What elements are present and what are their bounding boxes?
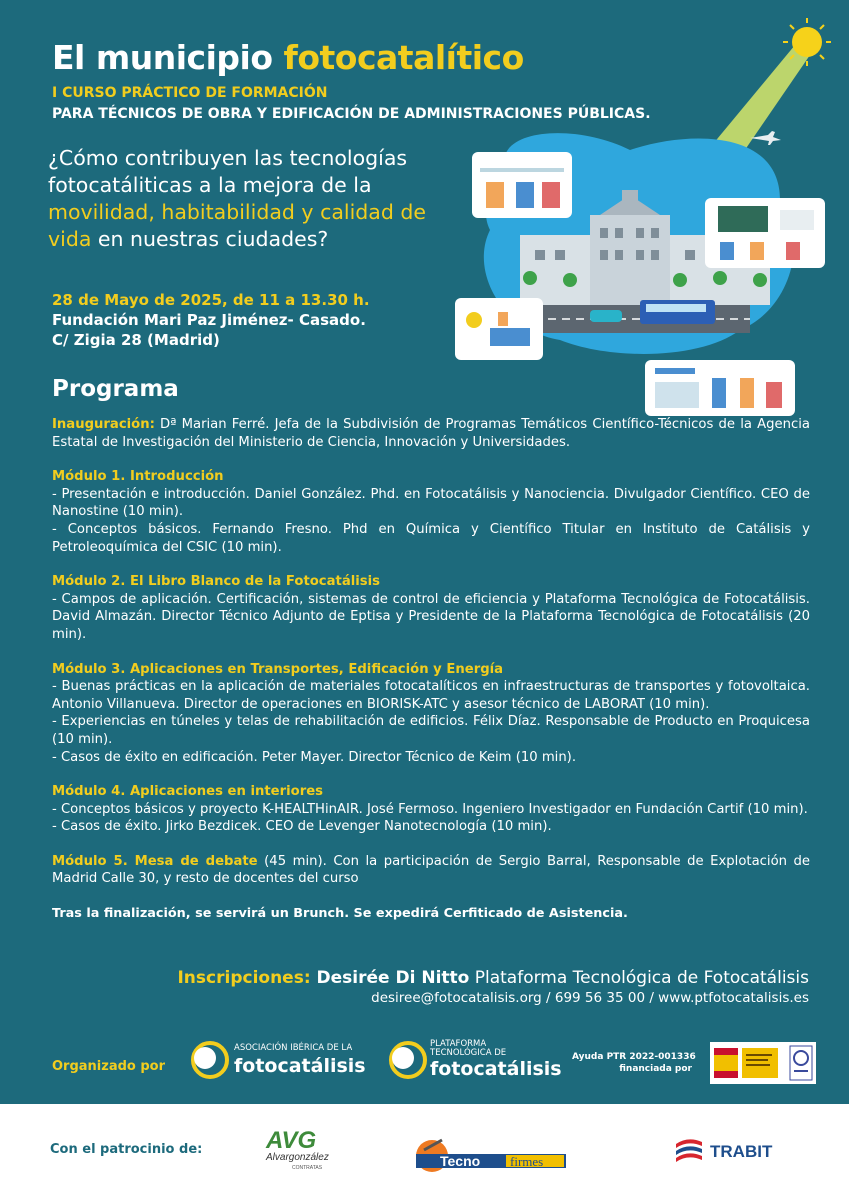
event-address: C/ Zigia 28 (Madrid) bbox=[52, 331, 220, 349]
registration bbox=[177, 968, 809, 988]
module-1-item: - Presentación e introducción. Daniel González. Phd. en Fotocatálisis y Nanociencia. Divulgador Científico. CEO de Nanostine (10 min). bbox=[52, 486, 810, 520]
sponsor-bar bbox=[0, 1104, 849, 1200]
spain-ministry-icon bbox=[710, 1042, 816, 1084]
registration-label: Inscripciones: bbox=[177, 968, 311, 988]
ptf-logo bbox=[388, 1039, 562, 1084]
module-3-item: - Experiencias en túneles y telas de rehabilitación de edificios. Félix Díaz. Responsable de Producto en Proquicesa (10 min). bbox=[52, 714, 810, 747]
module-4-item: - Casos de éxito. Jirko Bezdicek. CEO de Levenger Nanotecnología (10 min). bbox=[52, 819, 552, 835]
aif-logo-text: fotocatálisis bbox=[234, 1055, 366, 1077]
classroom-card bbox=[705, 198, 825, 268]
ptf-logo-small2: TECNOLÓGICA DE bbox=[430, 1048, 507, 1058]
sun-icon bbox=[792, 27, 822, 57]
trabit-logo bbox=[672, 1134, 812, 1166]
hospital-card bbox=[645, 360, 795, 416]
inauguration: Inauguración: Dª Marian Ferré. Jefa de la Subdivisión de Programas Temáticos Científico-Técnicos de la Agencia Estatal de Investigación del Ministerio de Ciencia, Innovación y Universidades. bbox=[52, 417, 810, 450]
office-card bbox=[472, 152, 572, 218]
aif-logo-small: ASOCIACIÓN IBÉRICA DE LA bbox=[234, 1043, 353, 1053]
program-title: Programa bbox=[52, 376, 179, 402]
title-part2: fotocatalítico bbox=[283, 38, 524, 77]
module-3-item: - Buenas prácticas en la aplicación de materiales fotocatalíticos en infraestructuras de transportes y fotovoltaica. Antonio Villanueva. Director de operaciones en BIORISK-ATC y asesor técnico de LABORAT (10 min). bbox=[52, 679, 810, 712]
closing-note: Tras la finalización, se servirá un Brunch. Se expedirá Cerfiticado de Asistencia. bbox=[52, 906, 628, 922]
course-subtitle: I CURSO PRÁCTICO DE FORMACIÓN bbox=[52, 85, 328, 101]
tecno-text: Tecno bbox=[440, 1153, 481, 1169]
title-part1: El municipio bbox=[52, 38, 284, 77]
module-1 bbox=[52, 468, 810, 556]
module-3 bbox=[52, 661, 810, 767]
sponsors-label: Con el patrocinio de: bbox=[50, 1142, 203, 1157]
government-logo bbox=[710, 1042, 816, 1084]
module-2-item: - Campos de aplicación. Certificación, sistemas de control de eficiencia y Plataforma Tecnológica de Fotocatálisis. David Almazán. Director Técnico Adjunto de Eptisa y Presidente de la Plataforma Tecnológica de Fotocatálisis (20 min). bbox=[52, 591, 810, 642]
module-1-title: Módulo 1. Introducción bbox=[52, 469, 224, 485]
course-audience: PARA TÉCNICOS DE OBRA Y EDIFICACIÓN DE ADMINISTRACIONES PÚBLICAS. bbox=[52, 106, 651, 122]
registration-contact: desiree@fotocatalisis.org / 699 56 35 00 / www.ptfotocatalisis.es bbox=[371, 990, 809, 1006]
tecnofirmes-logo bbox=[410, 1132, 578, 1174]
ptf-logo-icon bbox=[388, 1040, 428, 1080]
module-5: Módulo 5. Mesa de debate (45 min). Con la participación de Sergio Barral, Responsable de Explotación de Madrid Calle 30, y resto de docentes del curso bbox=[52, 853, 811, 887]
avg-logo-sub: Alvargonzález bbox=[266, 1152, 329, 1163]
module-5-title: Módulo 5. Mesa de debate bbox=[52, 853, 258, 869]
module-4-item: - Conceptos básicos y proyecto K-HEALTHinAIR. José Fermoso. Ingeniero Investigador en Fundación Cartif (10 min). bbox=[52, 801, 808, 817]
aif-logo-icon bbox=[190, 1040, 230, 1080]
question-highlight: movilidad, habitabilidad y calidad de vida bbox=[48, 200, 427, 251]
program-body bbox=[52, 416, 810, 923]
module-4-title: Módulo 4. Aplicaciones en interiores bbox=[52, 784, 323, 800]
registration-person: Desirée Di Nitto bbox=[310, 968, 470, 988]
registration-org: Plataforma Tecnológica de Fotocatálisis bbox=[469, 968, 809, 988]
avg-logo bbox=[262, 1124, 342, 1174]
aif-logo bbox=[190, 1040, 370, 1084]
module-4 bbox=[52, 783, 810, 836]
module-3-title: Módulo 3. Aplicaciones en Transportes, Edificación y Energía bbox=[52, 661, 504, 677]
trabit-text: TRABIT bbox=[710, 1142, 773, 1161]
car-icon bbox=[590, 310, 622, 322]
event-date: 28 de Mayo de 2025, de 11 a 13.30 h. bbox=[52, 291, 370, 309]
module-2 bbox=[52, 573, 810, 643]
ptf-logo-text: fotocatálisis bbox=[430, 1058, 562, 1080]
funding-note: Ayuda PTR 2022-001336 financiada por bbox=[572, 1052, 696, 1074]
city-illustration bbox=[450, 10, 845, 420]
home-card bbox=[455, 298, 543, 360]
avg-logo-sub2: CONTRATAS bbox=[292, 1165, 323, 1171]
event-venue: Fundación Mari Paz Jiménez- Casado. bbox=[52, 311, 366, 329]
ptf-logo-small1: PLATAFORMA bbox=[430, 1039, 487, 1049]
avg-logo-text: AVG bbox=[266, 1127, 317, 1154]
module-3-item: - Casos de éxito en edificación. Peter Mayer. Director Técnico de Keim (10 min). bbox=[52, 749, 577, 765]
organizers-label: Organizado por bbox=[52, 1059, 166, 1074]
module-2-title: Módulo 2. El Libro Blanco de la Fotocatálisis bbox=[52, 574, 380, 590]
question-text: ¿Cómo contribuyen las tecnologías fotocatáliticas a la mejora de la movilidad, habitabilidad y calidad de vida en nuestras ciudades? bbox=[48, 146, 427, 251]
firmes-text: firmes bbox=[510, 1154, 544, 1169]
event-details bbox=[52, 290, 452, 350]
module-1-item: - Conceptos básicos. Fernando Fresno. Phd en Química y Científico Titular en Instituto de Catálisis y Petroleoquímica del CSIC (10 min). bbox=[52, 521, 810, 555]
